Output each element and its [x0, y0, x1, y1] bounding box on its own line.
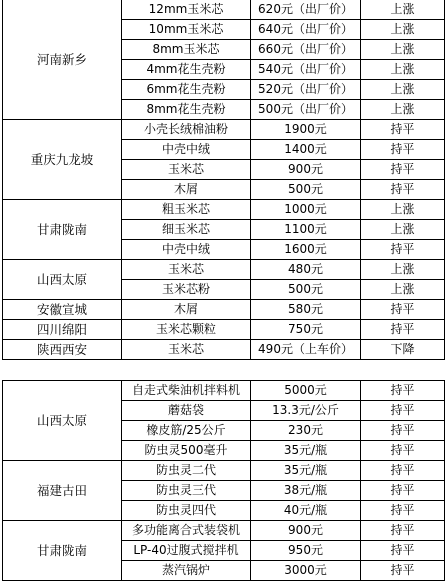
product-cell: 12mm玉米芯: [122, 0, 251, 20]
product-cell: 6mm花生壳粉: [122, 80, 251, 100]
trend-cell: 持平: [361, 160, 445, 180]
trend-cell: 持平: [361, 561, 445, 581]
price-cell: 40元/瓶: [251, 501, 361, 521]
product-cell: 橡皮筋/25公斤: [122, 421, 251, 441]
region-cell: 重庆九龙坡: [3, 120, 122, 200]
table-row: [3, 300, 445, 320]
product-cell: 中壳中绒: [122, 140, 251, 160]
price-cell: 490元（上车价）: [251, 340, 361, 360]
price-table-equipment: [2, 380, 445, 581]
price-cell: 13.3元/公斤: [251, 401, 361, 421]
product-cell: 多功能离合式装袋机: [122, 521, 251, 541]
price-cell: 1900元: [251, 120, 361, 140]
trend-cell: 持平: [361, 461, 445, 481]
trend-cell: 上涨: [361, 260, 445, 280]
trend-cell: 持平: [361, 481, 445, 501]
price-cell: 1600元: [251, 240, 361, 260]
region-cell: 山西太原: [3, 260, 122, 300]
table-row: [3, 0, 445, 20]
price-cell: 900元: [251, 160, 361, 180]
region-cell: 四川绵阳: [3, 320, 122, 340]
table-row: [3, 461, 445, 481]
trend-cell: 下降: [361, 340, 445, 360]
trend-cell: 持平: [361, 320, 445, 340]
trend-cell: 上涨: [361, 220, 445, 240]
product-cell: 小壳长绒棉油粉: [122, 120, 251, 140]
price-cell: 750元: [251, 320, 361, 340]
region-cell: 安徽宣城: [3, 300, 122, 320]
price-cell: 500元（出厂价）: [251, 100, 361, 120]
price-cell: 540元（出厂价）: [251, 60, 361, 80]
product-cell: 8mm花生壳粉: [122, 100, 251, 120]
table-row: [3, 320, 445, 340]
table-gap: [0, 364, 446, 380]
trend-cell: 持平: [361, 501, 445, 521]
product-cell: 细玉米芯: [122, 220, 251, 240]
trend-cell: 持平: [361, 120, 445, 140]
product-cell: 玉米芯颗粒: [122, 320, 251, 340]
trend-cell: 上涨: [361, 100, 445, 120]
trend-cell: 持平: [361, 401, 445, 421]
trend-cell: 上涨: [361, 200, 445, 220]
price-cell: 230元: [251, 421, 361, 441]
price-cell: 3000元: [251, 561, 361, 581]
product-cell: 防虫灵四代: [122, 501, 251, 521]
region-cell: 河南新乡: [3, 0, 122, 120]
price-cell: 900元: [251, 521, 361, 541]
product-cell: 10mm玉米芯: [122, 20, 251, 40]
price-cell: 580元: [251, 300, 361, 320]
product-cell: 蘑菇袋: [122, 401, 251, 421]
product-cell: 粗玉米芯: [122, 200, 251, 220]
trend-cell: 持平: [361, 421, 445, 441]
product-cell: 防虫灵三代: [122, 481, 251, 501]
trend-cell: 上涨: [361, 40, 445, 60]
product-cell: 自走式柴油机拌料机: [122, 381, 251, 401]
price-cell: 38元/瓶: [251, 481, 361, 501]
price-cell: 520元（出厂价）: [251, 80, 361, 100]
product-cell: 玉米芯: [122, 260, 251, 280]
product-cell: LP-40过腹式搅拌机: [122, 541, 251, 561]
region-cell: 陕西西安: [3, 340, 122, 360]
trend-cell: 持平: [361, 521, 445, 541]
product-cell: 中壳中绒: [122, 240, 251, 260]
product-cell: 防虫灵500毫升: [122, 441, 251, 461]
price-cell: 5000元: [251, 381, 361, 401]
price-cell: 640元（出厂价）: [251, 20, 361, 40]
product-cell: 蒸汽锅炉: [122, 561, 251, 581]
trend-cell: 上涨: [361, 0, 445, 20]
trend-cell: 持平: [361, 441, 445, 461]
product-cell: 玉米芯粉: [122, 280, 251, 300]
trend-cell: 持平: [361, 240, 445, 260]
table-row: [3, 381, 445, 401]
price-cell: 1400元: [251, 140, 361, 160]
trend-cell: 持平: [361, 381, 445, 401]
table-row: [3, 120, 445, 140]
price-cell: 35元/瓶: [251, 461, 361, 481]
region-cell: 甘肃陇南: [3, 521, 122, 581]
price-cell: 620元（出厂价）: [251, 0, 361, 20]
product-cell: 8mm玉米芯: [122, 40, 251, 60]
trend-cell: 持平: [361, 541, 445, 561]
price-cell: 660元（出厂价）: [251, 40, 361, 60]
trend-cell: 持平: [361, 180, 445, 200]
price-table-materials: [2, 0, 445, 360]
product-cell: 木屑: [122, 180, 251, 200]
region-cell: 山西太原: [3, 381, 122, 461]
region-cell: 福建古田: [3, 461, 122, 521]
price-cell: 500元: [251, 180, 361, 200]
price-cell: 480元: [251, 260, 361, 280]
price-cell: 950元: [251, 541, 361, 561]
trend-cell: 持平: [361, 300, 445, 320]
table-row: [3, 260, 445, 280]
trend-cell: 上涨: [361, 280, 445, 300]
table-row: [3, 521, 445, 541]
price-cell: 500元: [251, 280, 361, 300]
product-cell: 防虫灵二代: [122, 461, 251, 481]
price-cell: 1100元: [251, 220, 361, 240]
trend-cell: 持平: [361, 140, 445, 160]
price-cell: 35元/瓶: [251, 441, 361, 461]
price-cell: 1000元: [251, 200, 361, 220]
trend-cell: 上涨: [361, 20, 445, 40]
trend-cell: 上涨: [361, 60, 445, 80]
region-cell: 甘肃陇南: [3, 200, 122, 260]
product-cell: 玉米芯: [122, 340, 251, 360]
product-cell: 玉米芯: [122, 160, 251, 180]
table-row: [3, 200, 445, 220]
product-cell: 4mm花生壳粉: [122, 60, 251, 80]
table-row: [3, 340, 445, 360]
trend-cell: 上涨: [361, 80, 445, 100]
product-cell: 木屑: [122, 300, 251, 320]
